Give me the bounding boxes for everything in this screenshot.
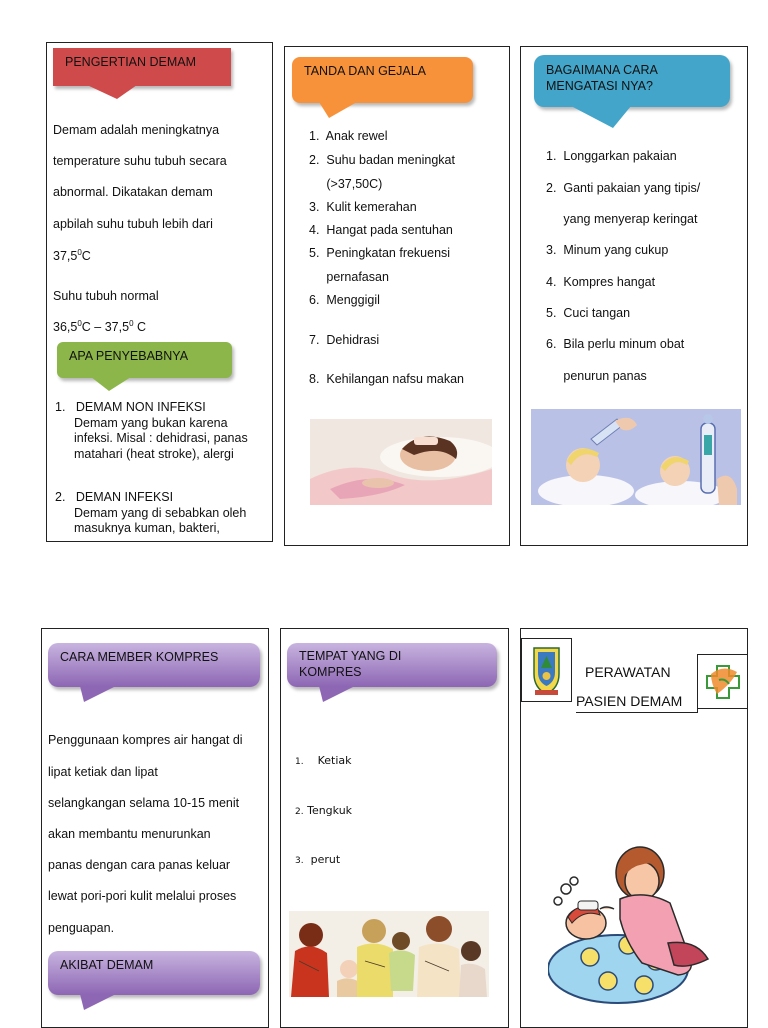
tanda-item: 7. Dehidrasi <box>309 333 380 347</box>
tanda-item: 5. Peningkatan frekuensi <box>309 246 451 260</box>
tanda-title: TANDA DAN GEJALA <box>304 64 427 78</box>
mengatasi-item: 5. Cuci tangan <box>546 306 631 320</box>
tanda-callout <box>292 57 473 103</box>
tanda-item: 2. Suhu badan meningkat <box>309 153 455 167</box>
tempat-callout <box>287 643 497 687</box>
panel-kompres <box>41 628 269 1028</box>
kompres-callout <box>48 643 260 687</box>
mengatasi-callout-tail <box>571 106 631 130</box>
def-line-1: Demam adalah meningkatnya <box>53 123 220 137</box>
tempat-item-1: 1. Ketiak <box>295 754 352 767</box>
kompres-line-5: panas dengan cara panas keluar <box>48 858 231 872</box>
mengatasi-item: 4. Kompres hangat <box>546 275 656 289</box>
def-line-2: temperature suhu tubuh secara <box>53 154 227 168</box>
thermometer-illustration <box>531 409 741 505</box>
mother-child-illustration <box>548 843 720 1005</box>
pengertian-title: PENGERTIAN DEMAM <box>65 55 197 69</box>
akibat-callout-tail <box>80 994 116 1012</box>
penyebab-callout-tail <box>91 377 131 393</box>
def-temp: 37,5$^0$C <box>53 248 91 264</box>
mengatasi-callout <box>534 55 730 107</box>
mengatasi-item: yang menyerap keringat <box>546 212 698 226</box>
tanda-item: pernafasan <box>309 270 389 284</box>
def-line-4: apbilah suhu tubuh lebih dari <box>53 217 213 231</box>
tanda-item: 4. Hangat pada sentuhan <box>309 223 453 237</box>
kompres-title: CARA MEMBER KOMPRES <box>60 650 219 664</box>
panel-tempat <box>280 628 509 1028</box>
penyebab-callout <box>57 342 232 378</box>
health-cross-icon <box>697 654 748 709</box>
tempat-title-2: KOMPRES <box>299 664 362 679</box>
normal-range: 36,5$^0$C – 37,5$^0$ C <box>53 319 147 335</box>
tanda-callout-tail <box>319 102 359 120</box>
panel-tanda <box>284 46 510 546</box>
kompres-line-3: selangkangan selama 10-15 menit <box>48 796 240 810</box>
mengatasi-item: 6. Bila perlu minum obat <box>546 337 685 351</box>
def-line-3: abnormal. Dikatakan demam <box>53 185 213 199</box>
normal-label: Suhu tubuh normal <box>53 289 159 303</box>
cause-2: 2. DEMAN INFEKSI Demam yang di sebabkan oleh masuknya kuman, bakteri, <box>55 490 247 535</box>
panel-cover <box>520 628 748 1028</box>
cover-title-2: PASIEN DEMAM <box>576 693 683 709</box>
akibat-callout <box>48 951 260 995</box>
tempat-title-1: TEMPAT YANG DI <box>299 649 402 663</box>
mengatasi-item: 1. Longgarkan pakaian <box>546 149 677 163</box>
cover-title-box <box>576 687 698 713</box>
cover-title-1: PERAWATAN <box>585 664 671 680</box>
pengertian-callout-tail <box>87 85 137 101</box>
panel-mengatasi <box>520 46 748 546</box>
sick-child-photo <box>310 419 492 505</box>
pengertian-callout <box>53 48 231 86</box>
tanda-item: 8. Kehilangan nafsu makan <box>309 372 464 386</box>
mengatasi-item: 2. Ganti pakaian yang tipis/ <box>546 181 701 195</box>
kompres-line-1: Penggunaan kompres air hangat di <box>48 733 243 747</box>
kompres-line-4: akan membantu menurunkan <box>48 827 211 841</box>
cause-1: 1. DEMAM NON INFEKSI Demam yang bukan karena infeksi. Misal : dehidrasi, panas matahari (heat stroke), alergi <box>55 400 248 461</box>
tanda-item: 3. Kulit kemerahan <box>309 200 417 214</box>
kompres-callout-tail <box>80 686 116 704</box>
tempat-callout-tail <box>319 686 355 704</box>
akibat-title: AKIBAT DEMAM <box>60 958 154 972</box>
tanda-item: 6. Menggigil <box>309 293 380 307</box>
kompres-line-7: penguapan. <box>48 921 115 935</box>
kompres-line-2: lipat ketiak dan lipat <box>48 765 158 779</box>
tempat-item-2: 2. Tengkuk <box>295 804 353 817</box>
kompres-line-6: lewat pori-pori kulit melalui proses <box>48 889 237 903</box>
tanda-item: (>37,50C) <box>309 177 383 191</box>
panel-pengertian <box>46 42 273 542</box>
penyebab-title: APA PENYEBABNYA <box>69 349 189 363</box>
mengatasi-item: penurun panas <box>546 369 647 383</box>
family-illustration <box>289 911 489 997</box>
tanda-item: 1. Anak rewel <box>309 129 388 143</box>
mengatasi-title-2: MENGATASI NYA? <box>546 78 653 93</box>
mengatasi-title-1: BAGAIMANA CARA <box>546 63 658 77</box>
jatim-emblem-icon <box>521 638 572 702</box>
tempat-item-3: 3. perut <box>295 853 341 866</box>
mengatasi-item: 3. Minum yang cukup <box>546 243 669 257</box>
